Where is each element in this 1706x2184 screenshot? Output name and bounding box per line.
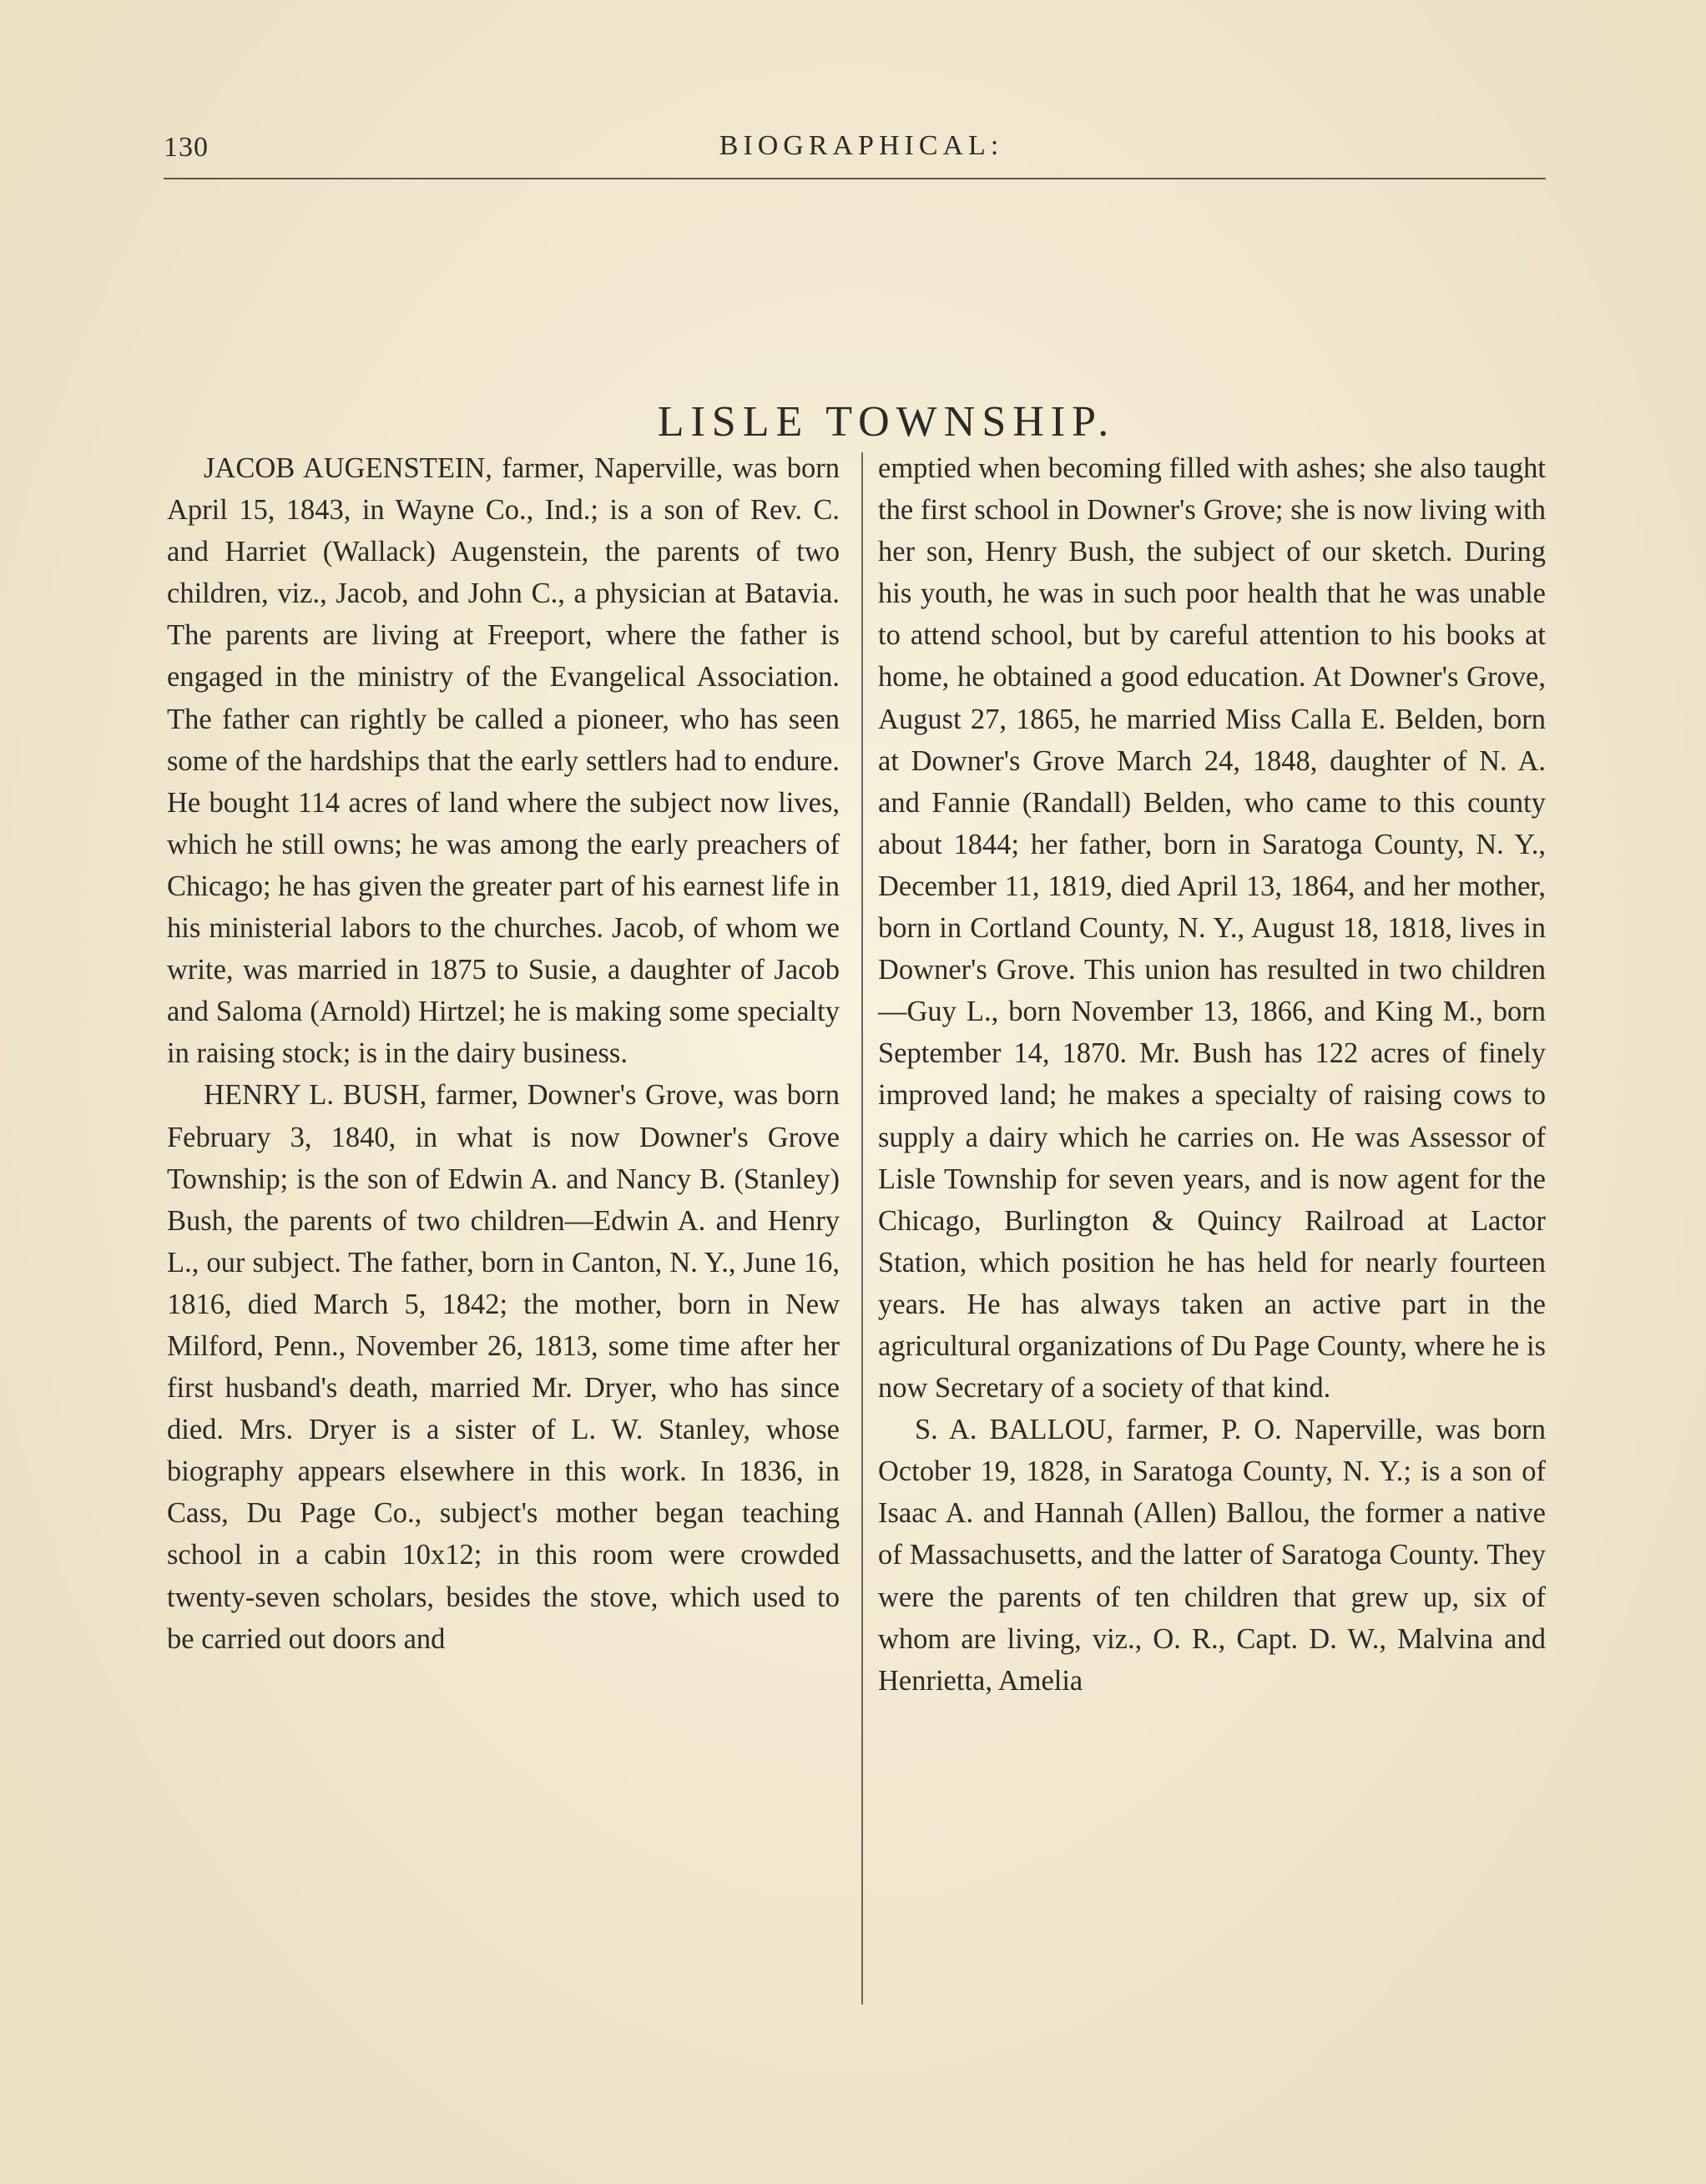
- header-rule: [164, 178, 1546, 179]
- paragraph-bush: HENRY L. BUSH, farmer, Downer's Grove, was born February 3, 1840, in what is now Downer's Grove Township; is the son of Edwin A. and Nancy B. (Stanley) Bush, the parents of two children—Edwin A. and Henry L., our subject. The father, born in Canton, N. Y., June 16, 1816, died March 5, 1842; the mother, born in New Milford, Penn., November 26, 1813, some time after her first husband's death, married Mr. Dryer, who has since died. Mrs. Dryer is a sister of L. W. Stanley, whose biography appears elsewhere in this work. In 1836, in Cass, Du Page Co., subject's mother began teaching school in a cabin 10x12; in this room were crowded twenty-seven scholars, besides the stove, which used to be carried out doors and: [167, 1079, 840, 1655]
- paragraph-ballou: S. A. BALLOU, farmer, P. O. Naperville, was born October 19, 1828, in Saratoga County, N. Y.; is a son of Isaac A. and Hannah (Allen) Ballou, the former a native of Massachusetts, and the latter of Saratoga County. They were the parents of ten children that grew up, six of whom are living, viz., O. R., Capt. D. W., Malvina and Henrietta, Amelia: [878, 1414, 1546, 1697]
- page-number: 130: [164, 132, 209, 163]
- section-title: LISLE TOWNSHIP.: [657, 397, 1116, 446]
- paragraph-bush-continued: emptied when becoming filled with ashes; she also taught the first school in Downer's Grove; she is now living with her son, Henry Bush, the subject of our sketch. During his youth, he was in such poor health that he was unable to attend school, but by careful attention to his books at home, he obtained a good education. At Downer's Grove, August 27, 1865, he married Miss Calla E. Belden, born at Downer's Grove March 24, 1848, daughter of N. A. and Fannie (Randall) Belden, who came to this county about 1844; her father, born in Saratoga County, N. Y., December 11, 1819, died April 13, 1864, and her mother, born in Cortland County, N. Y., August 18, 1818, lives in Downer's Grove. This union has resulted in two children—Guy L., born November 13, 1866, and King M., born September 14, 1870. Mr. Bush has 122 acres of finely improved land; he makes a specialty of raising cows to supply a dairy which he carries on. He was Assessor of Lisle Township for seven years, and is now agent for the Chicago, Burlington & Quincy Railroad at Lactor Station, which position he has held for nearly fourteen years. He has always taken an active part in the agricultural organizations of Du Page County, where he is now Secretary of a society of that kind.: [878, 452, 1546, 1405]
- right-column: [878, 447, 1546, 1702]
- running-head: BIOGRAPHICAL:: [719, 130, 1004, 161]
- column-divider: [861, 452, 863, 2005]
- paragraph-augenstein: JACOB AUGENSTEIN, farmer, Naperville, was born April 15, 1843, in Wayne Co., Ind.; is a son of Rev. C. and Harriet (Wallack) Augenstein, the parents of two children, viz., Jacob, and John C., a physician at Batavia. The parents are living at Freeport, where the father is engaged in the ministry of the Evangelical Association. The father can rightly be called a pioneer, who has seen some of the hardships that the early settlers had to endure. He bought 114 acres of land where the subject now lives, which he still owns; he was among the early preachers of Chicago; he has given the greater part of his earnest life in his ministerial labors to the churches. Jacob, of whom we write, was married in 1875 to Susie, a daughter of Jacob and Saloma (Arnold) Hirtzel; he is making some specialty in raising stock; is in the dairy business.: [167, 452, 840, 1070]
- left-column: [167, 447, 840, 1660]
